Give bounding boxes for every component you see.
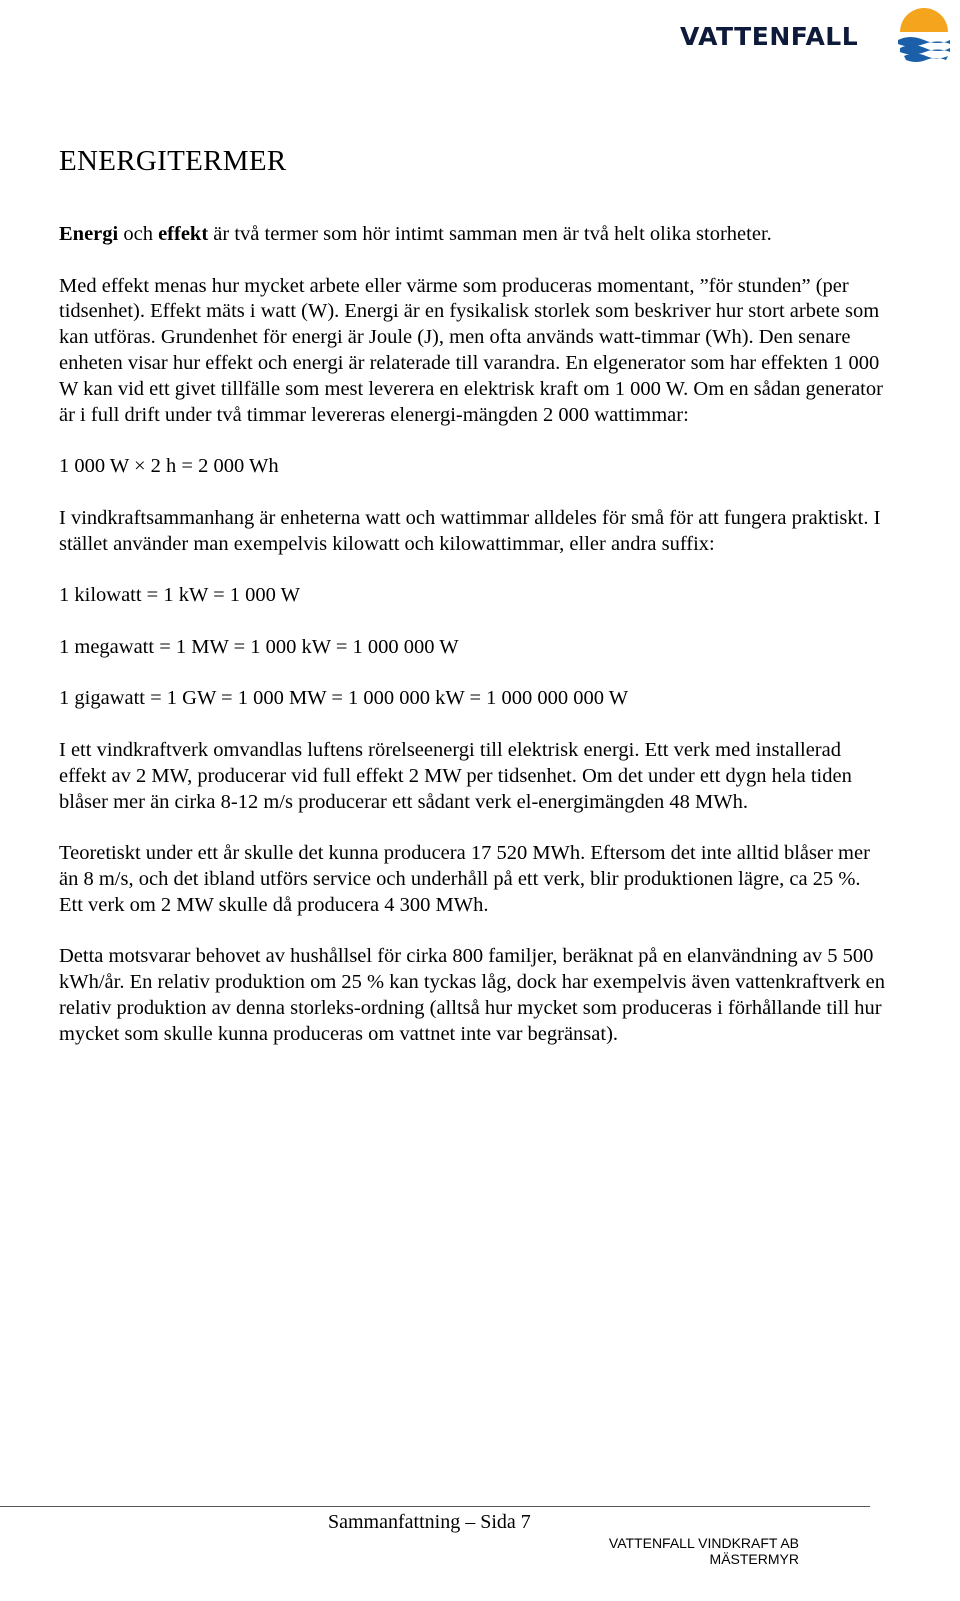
- footer-page-label: Sammanfattning – Sida 7: [328, 1511, 531, 1533]
- unit-megawatt: 1 megawatt = 1 MW = 1 000 kW = 1 000 000 W: [59, 635, 459, 658]
- term-effekt: effekt: [158, 223, 209, 245]
- motsvarar-paragraph: Detta motsvarar behovet av hushållsel för cirka 800 familjer, beräknat på en elanvändning av 5 500 kWh/år. En relativ produktion om 25 % kan tyckas låg, dock har exempelvis även vattenkraftverk en relativ produktion av denna storleks-ordning (alltså hur mycket som produceras i förhållande till hur mycket som skulle kunna produceras om vattnet inte var begränsat).: [59, 945, 885, 1045]
- sun-waves-icon: [894, 4, 954, 66]
- footer-company-location: MÄSTERMYR: [709, 1551, 799, 1567]
- intro-connector: och: [118, 223, 159, 245]
- footer-divider: [0, 1506, 870, 1507]
- teoretiskt-paragraph: Teoretiskt under ett år skulle det kunna producera 17 520 MWh. Eftersom det inte alltid blåser mer än 8 m/s, och det ibland utförs service och underhåll på ett verk, blir produktionen lägre, ca 25 %. Ett verk om 2 MW skulle då producera 4 300 MWh.: [59, 842, 870, 916]
- formula: 1 000 W × 2 h = 2 000 Wh: [59, 455, 279, 478]
- vindkraftverk-paragraph: I ett vindkraftverk omvandlas luftens rörelseenergi till elektrisk energi. Ett verk med installerad effekt av 2 MW, producerar vid full effekt 2 MW per tidsenhet. Om det under ett dygn hela tiden blåser mer än cirka 8-12 m/s producerar ett sådant verk el-energimängden 48 MWh.: [59, 738, 852, 813]
- unit-kilowatt: 1 kilowatt = 1 kW = 1 000 W: [59, 584, 301, 607]
- document-body: [59, 222, 889, 1073]
- footer-company: [604, 1535, 799, 1567]
- term-energi: Energi: [59, 223, 119, 245]
- intro-paragraph: [59, 222, 889, 248]
- intro-rest: är två termer som hör intimt samman men är två helt olika storheter.: [208, 223, 772, 245]
- effekt-paragraph: Med effekt menas hur mycket arbete eller värme som produceras momentant, ”för stunden” (per tidsenhet). Effekt mäts i watt (W). Energi är en fysikalisk storlek som beskriver hur stort arbete som kan utföras. Grundenhet för energi är Joule (J), men ofta används watt-timmar (Wh). Den senare enheten visar hur effekt och energi är relaterade till varandra. En elgenerator som har effekten 1 000 W kan vid ett givet tillfälle som mest leverera en elektrisk kraft om 1 000 W. Om en sådan generator är i full drift under två timmar levereras elenergi-mängden 2 000 wattimmar:: [59, 274, 883, 426]
- unit-gigawatt: 1 gigawatt = 1 GW = 1 000 MW = 1 000 000 kW = 1 000 000 000 W: [59, 687, 629, 710]
- footer-company-name: VATTENFALL VINDKRAFT AB: [608, 1535, 799, 1551]
- page-title: ENERGITERMER: [59, 145, 287, 177]
- vattenfall-logo: [680, 4, 956, 72]
- suffix-paragraph: I vindkraftsammanhang är enheterna watt och wattimmar alldeles för små för att fungera praktiskt. I stället använder man exempelvis kilowatt och kilowattimmar, eller andra suffix:: [59, 506, 881, 555]
- logo-wordmark: VATTENFALL: [680, 22, 859, 51]
